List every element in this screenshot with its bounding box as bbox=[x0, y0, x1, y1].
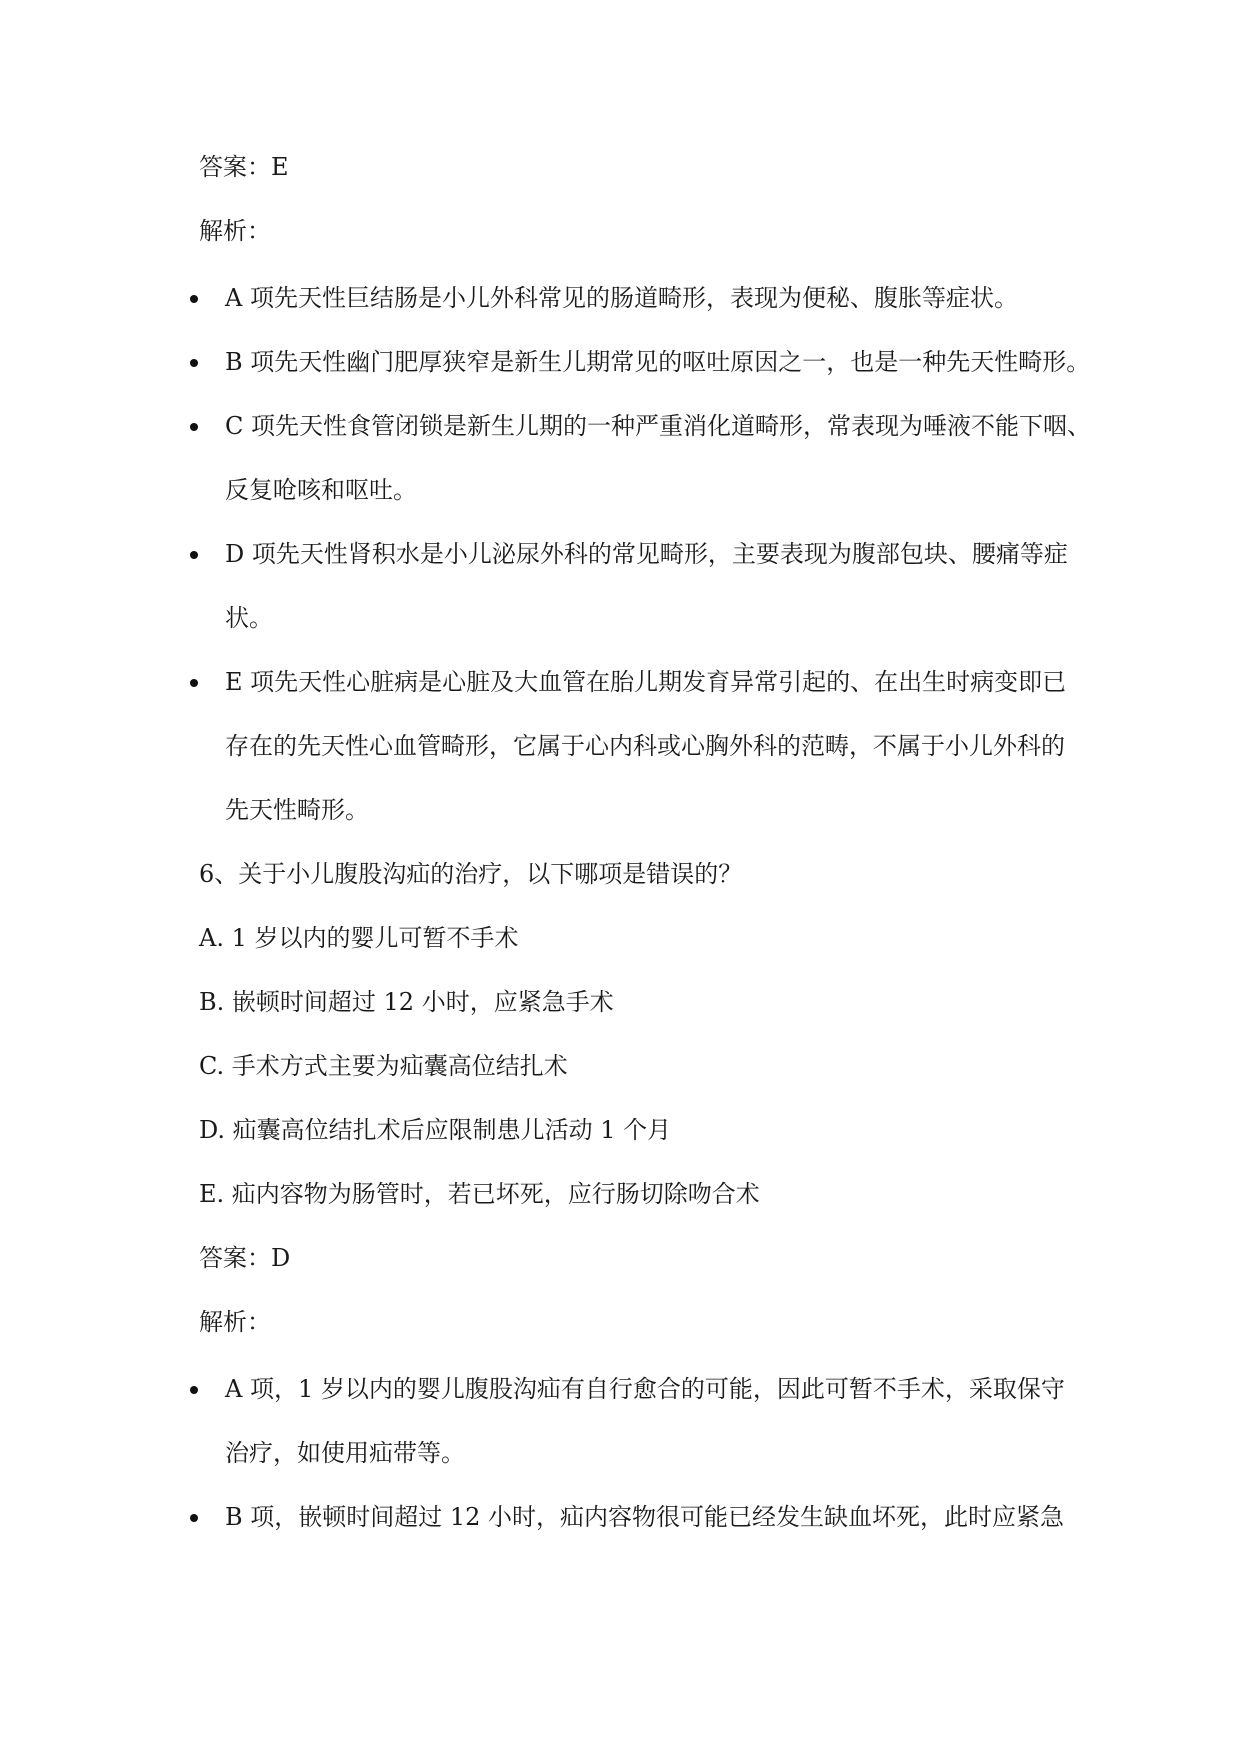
bullet-dot bbox=[190, 423, 198, 431]
q6-option-e: E. 疝内容物为肠管时，若已坏死，应行肠切除吻合术 bbox=[199, 1180, 760, 1208]
q5-bullet-d-line-2: 状。 bbox=[225, 604, 273, 632]
bullet-dot bbox=[190, 1514, 198, 1522]
q6-option-b: B. 嵌顿时间超过 12 小时，应紧急手术 bbox=[199, 988, 614, 1016]
q6-answer: 答案：D bbox=[199, 1244, 291, 1272]
q6-bullet-a-line-2: 治疗，如使用疝带等。 bbox=[225, 1439, 465, 1467]
q5-bullet-e-line-1: E 项先天性心脏病是心脏及大血管在胎儿期发育异常引起的、在出生时病变即已 bbox=[225, 668, 1067, 696]
q5-answer: 答案：E bbox=[199, 153, 289, 181]
q6-bullet-a-line-1: A 项，1 岁以内的婴儿腹股沟疝有自行愈合的可能，因此可暂不手术，采取保守 bbox=[225, 1375, 1065, 1403]
bullet-dot bbox=[190, 359, 198, 367]
q6-option-d: D. 疝囊高位结扎术后应限制患儿活动 1 个月 bbox=[199, 1116, 672, 1144]
bullet-dot bbox=[190, 679, 198, 687]
bullet-dot bbox=[190, 295, 198, 303]
q6-analysis-label: 解析： bbox=[199, 1308, 271, 1336]
q6-question: 6、关于小儿腹股沟疝的治疗，以下哪项是错误的？ bbox=[199, 860, 743, 888]
q5-bullet-c-line-2: 反复呛咳和呕吐。 bbox=[225, 476, 417, 504]
bullet-dot bbox=[190, 1386, 198, 1394]
q6-option-a: A. 1 岁以内的婴儿可暂不手术 bbox=[199, 924, 519, 952]
q5-bullet-c-line-1: C 项先天性食管闭锁是新生儿期的一种严重消化道畸形，常表现为唾液不能下咽、 bbox=[225, 412, 1091, 440]
bullet-dot bbox=[190, 551, 198, 559]
q5-bullet-e-line-3: 先天性畸形。 bbox=[225, 796, 369, 824]
q6-option-c: C. 手术方式主要为疝囊高位结扎术 bbox=[199, 1052, 568, 1080]
q5-bullet-b-line-1: B 项先天性幽门肥厚狭窄是新生儿期常见的呕吐原因之一，也是一种先天性畸形。 bbox=[225, 348, 1091, 376]
q5-bullet-a-line-1: A 项先天性巨结肠是小儿外科常见的肠道畸形，表现为便秘、腹胀等症状。 bbox=[225, 284, 1018, 312]
q5-analysis-label: 解析： bbox=[199, 217, 271, 245]
q6-bullet-b-line-1: B 项，嵌顿时间超过 12 小时，疝内容物很可能已经发生缺血坏死，此时应紧急 bbox=[225, 1503, 1065, 1531]
q5-bullet-d-line-1: D 项先天性肾积水是小儿泌尿外科的常见畸形，主要表现为腹部包块、腰痛等症 bbox=[225, 540, 1068, 568]
q5-bullet-e-line-2: 存在的先天性心血管畸形，它属于心内科或心胸外科的范畴，不属于小儿外科的 bbox=[225, 732, 1065, 760]
